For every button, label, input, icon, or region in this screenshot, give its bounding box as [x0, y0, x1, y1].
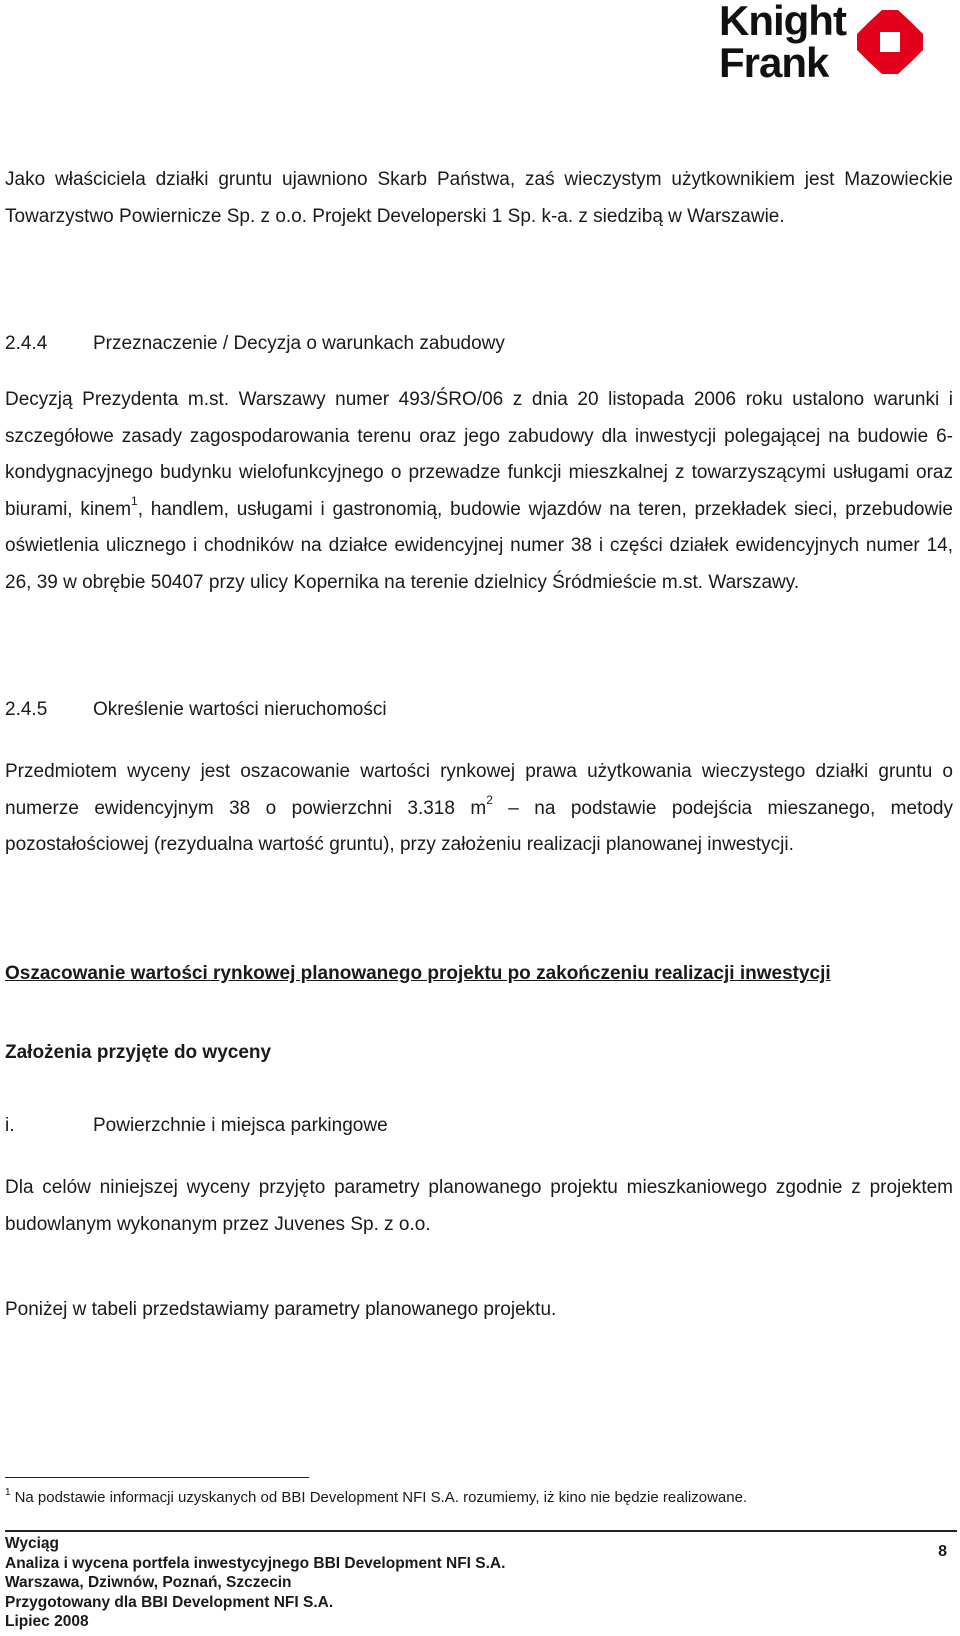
- paragraph-owner: Jako właściciela działki gruntu ujawniono Skarb Państwa, zaś wieczystym użytkownikiem jest Mazowieckie Towarzystwo Powiernicze Sp. z o.o. Projekt Developerski 1 Sp. k-a. z siedzibą w Warszawie.: [5, 169, 953, 227]
- page-number: 8: [938, 1543, 947, 1560]
- footer-line-2: Analiza i wycena portfela inwestycyjnego BBI Development NFI S.A.: [5, 1554, 506, 1572]
- heading-2-4-4: [5, 332, 505, 356]
- section-title-underlined: Oszacowanie wartości rynkowej planowanego projektu po zakończeniu realizacji inwestycji: [5, 963, 831, 984]
- item-number: i.: [5, 1115, 15, 1136]
- footer-line-1: Wyciąg: [5, 1535, 59, 1552]
- heading-number: 2.4.4: [5, 333, 48, 354]
- superscript-2: 2: [486, 793, 493, 808]
- logo-wordmark: [719, 0, 849, 84]
- footnote-text: Na podstawie informacji uzyskanych od BBI Development NFI S.A. rozumiemy, iż kino nie będzie realizowane.: [14, 1489, 748, 1506]
- valuation-text-a: Przedmiotem wyceny jest oszacowanie wartości rynkowej prawa użytkowania wieczystego działki gruntu o numerze ewidencyjnym 38 o powierzchni 3.318 m: [5, 761, 953, 819]
- footnote-divider: [5, 1477, 309, 1478]
- logo-line-1: Knight: [719, 0, 846, 44]
- paragraph-decision: [5, 382, 953, 602]
- decision-text-b: , handlem, usługami i gastronomią, budowie wjazdów na teren, przekładek sieci, przebudowie oświetlenia ulicznego i chodników na działce ewidencyjnej numer 38 i części działek ewidencyjnych numer 14, 26, 39 w obrębie 50407 przy ulicy Kopernika na terenie dzielnicy Śródmieście m.st. Warszawy.: [5, 498, 953, 593]
- heading-title: Przeznaczenie / Decyzja o warunkach zabudowy: [93, 333, 505, 354]
- footnote: [5, 1488, 747, 1508]
- paragraph-params: Dla celów niniejszej wyceny przyjęto parametry planowanego projektu mieszkaniowego zgodnie z projektem budowlanym wykonanym przez Juvenes Sp. z o.o.: [5, 1177, 953, 1235]
- footer-divider: [5, 1530, 957, 1532]
- paragraph-valuation: [5, 754, 953, 864]
- footer-line-3: Warszawa, Dziwnów, Poznań, Szczecin: [5, 1574, 292, 1591]
- page-footer: [5, 1534, 957, 1632]
- footnote-marker: 1: [5, 1487, 11, 1498]
- footer-line-5: Lipiec 2008: [5, 1613, 89, 1630]
- knight-frank-logo: [719, 0, 931, 88]
- item-i-heading: [5, 1114, 388, 1138]
- valuation-text-b: – na podstawie podejścia mieszanego, metody pozostałościowej (rezydualna wartość gruntu), przy założeniu realizacji planowanej inwestycji.: [5, 797, 953, 856]
- logo-mark-icon: [849, 2, 931, 82]
- paragraph-table-intro: Poniżej w tabeli przedstawiamy parametry planowanego projektu.: [5, 1299, 557, 1320]
- heading-2-4-5: [5, 698, 387, 722]
- footer-line-4: Przygotowany dla BBI Development NFI S.A.: [5, 1593, 334, 1611]
- decision-text-a: Decyzją Prezydenta m.st. Warszawy numer 493/ŚRO/06 z dnia 20 listopada 2006 roku ustalono warunki i szczegółowe zasady zagospodarowania terenu oraz jego zabudowy dla inwestycji polegającej na budowie 6-kondygnacyjnego budynku wielofunkcyjnego o przewadze funkcji mieszkalnej z towarzyszącymi usługami oraz biurami, kinem: [5, 389, 953, 520]
- footnote-ref: 1: [131, 494, 138, 509]
- subheading-assumptions: Założenia przyjęte do wyceny: [5, 1042, 272, 1063]
- heading-number: 2.4.5: [5, 699, 48, 720]
- logo-line-2: Frank: [719, 39, 829, 86]
- item-title: Powierzchnie i miejsca parkingowe: [93, 1115, 388, 1136]
- heading-title: Określenie wartości nieruchomości: [93, 699, 387, 720]
